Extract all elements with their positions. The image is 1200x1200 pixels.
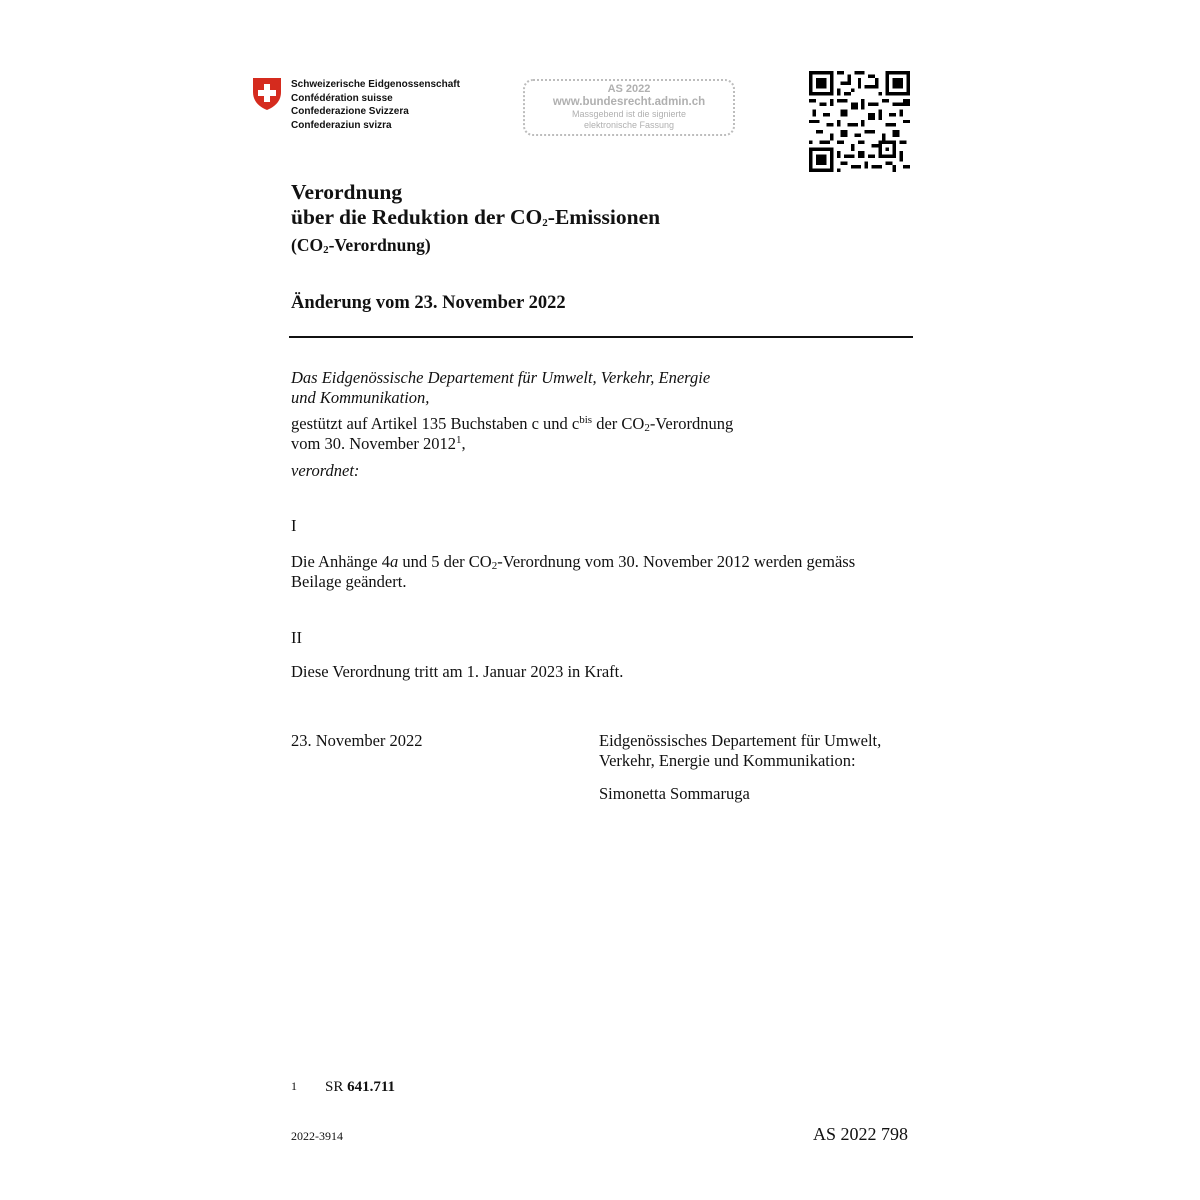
section-1-italic: a [389, 552, 399, 571]
document-title [291, 180, 660, 230]
signatory-name: Simonetta Sommaruga [599, 784, 750, 803]
stamp-line-4: elektronische Fassung [583, 120, 675, 130]
section-1-line-1 [291, 552, 855, 572]
legal-basis-date: vom 30. November 2012 [291, 434, 456, 453]
section-1-text-start: Die Anhänge 4 [291, 552, 390, 571]
issuing-authority [291, 368, 710, 408]
legal-basis-line-2 [291, 434, 733, 454]
title-line-2-subscript: 2 [542, 217, 548, 229]
section-1-subscript: 2 [491, 560, 498, 572]
footnote-prefix: SR [325, 1079, 348, 1095]
confederation-name-fr: Confédération suisse [291, 92, 393, 104]
short-title-text: (CO [291, 235, 324, 255]
title-line-2-suffix: -Emissionen [547, 205, 661, 229]
title-line-1: Verordnung [291, 180, 403, 204]
section-numeral-1: I [291, 516, 297, 535]
qr-code [809, 71, 910, 172]
confederation-names [291, 78, 460, 132]
stamp-line-1: AS 2022 [607, 83, 651, 95]
footnote-number: 1 [291, 1079, 297, 1093]
amendment-date-heading: Änderung vom 23. November 2022 [291, 293, 566, 313]
decrees-formula: verordnet: [291, 461, 360, 480]
legal-basis-superscript: bis [579, 414, 593, 426]
confederation-name-rm: Confederaziun svizra [291, 119, 392, 131]
confederation-name-it: Confederazione Svizzera [291, 106, 409, 117]
swiss-cross-logo [252, 77, 282, 111]
confederation-name-de: Schweizerische Eidgenossenschaft [291, 79, 460, 90]
authority-line-2: und Kommunikation, [291, 388, 430, 407]
signature-date: 23. November 2022 [291, 731, 423, 750]
document-short-title [291, 235, 431, 256]
official-compilation-number: AS 2022 798 [813, 1124, 909, 1144]
legal-basis-line-1 [291, 414, 733, 434]
section-1-line-2: Beilage geändert. [291, 572, 407, 591]
title-line-2 [291, 205, 660, 230]
short-title-subscript: 2 [323, 244, 329, 256]
section-2-text: Diese Verordnung tritt am 1. Januar 2023 in Kraft. [291, 662, 624, 681]
legal-basis-subscript: 2 [644, 422, 650, 434]
stamp-line-2: www.bundesrecht.admin.ch [552, 96, 706, 108]
footnote-sr-number: 641.711 [347, 1079, 396, 1095]
short-title-suffix: -Verordnung) [328, 235, 431, 255]
official-publication-stamp [523, 79, 735, 136]
footnote-reference: 1 [455, 434, 462, 446]
document-number: 2022-3914 [291, 1129, 343, 1143]
legal-basis-suffix: -Verordnung [649, 414, 734, 433]
title-divider [289, 336, 913, 338]
title-line-2-text: über die Reduktion der CO [291, 205, 543, 229]
legal-basis-mid: der CO [592, 414, 645, 433]
department-line-1: Eidgenössisches Departement für Umwelt, [599, 731, 882, 750]
signing-department [599, 731, 881, 771]
footnote-text [325, 1079, 395, 1096]
section-1-text-end: -Verordnung vom 30. November 2012 werden gemäss [497, 552, 856, 571]
qr-code-icon [809, 71, 910, 172]
swiss-cross-icon [252, 77, 282, 111]
authority-line-1: Das Eidgenössische Departement für Umwelt, Verkehr, Energie [291, 368, 711, 387]
section-1-text [291, 552, 855, 592]
legal-basis [291, 414, 733, 454]
stamp-line-3: Massgebend ist die signierte [571, 109, 687, 119]
section-1-text-mid: und 5 der CO [398, 552, 492, 571]
section-numeral-2: II [291, 628, 302, 647]
legal-basis-end: , [461, 434, 466, 453]
department-line-2: Verkehr, Energie und Kommunikation: [599, 751, 856, 770]
legal-basis-text: gestützt auf Artikel 135 Buchstaben c und c [291, 414, 580, 433]
